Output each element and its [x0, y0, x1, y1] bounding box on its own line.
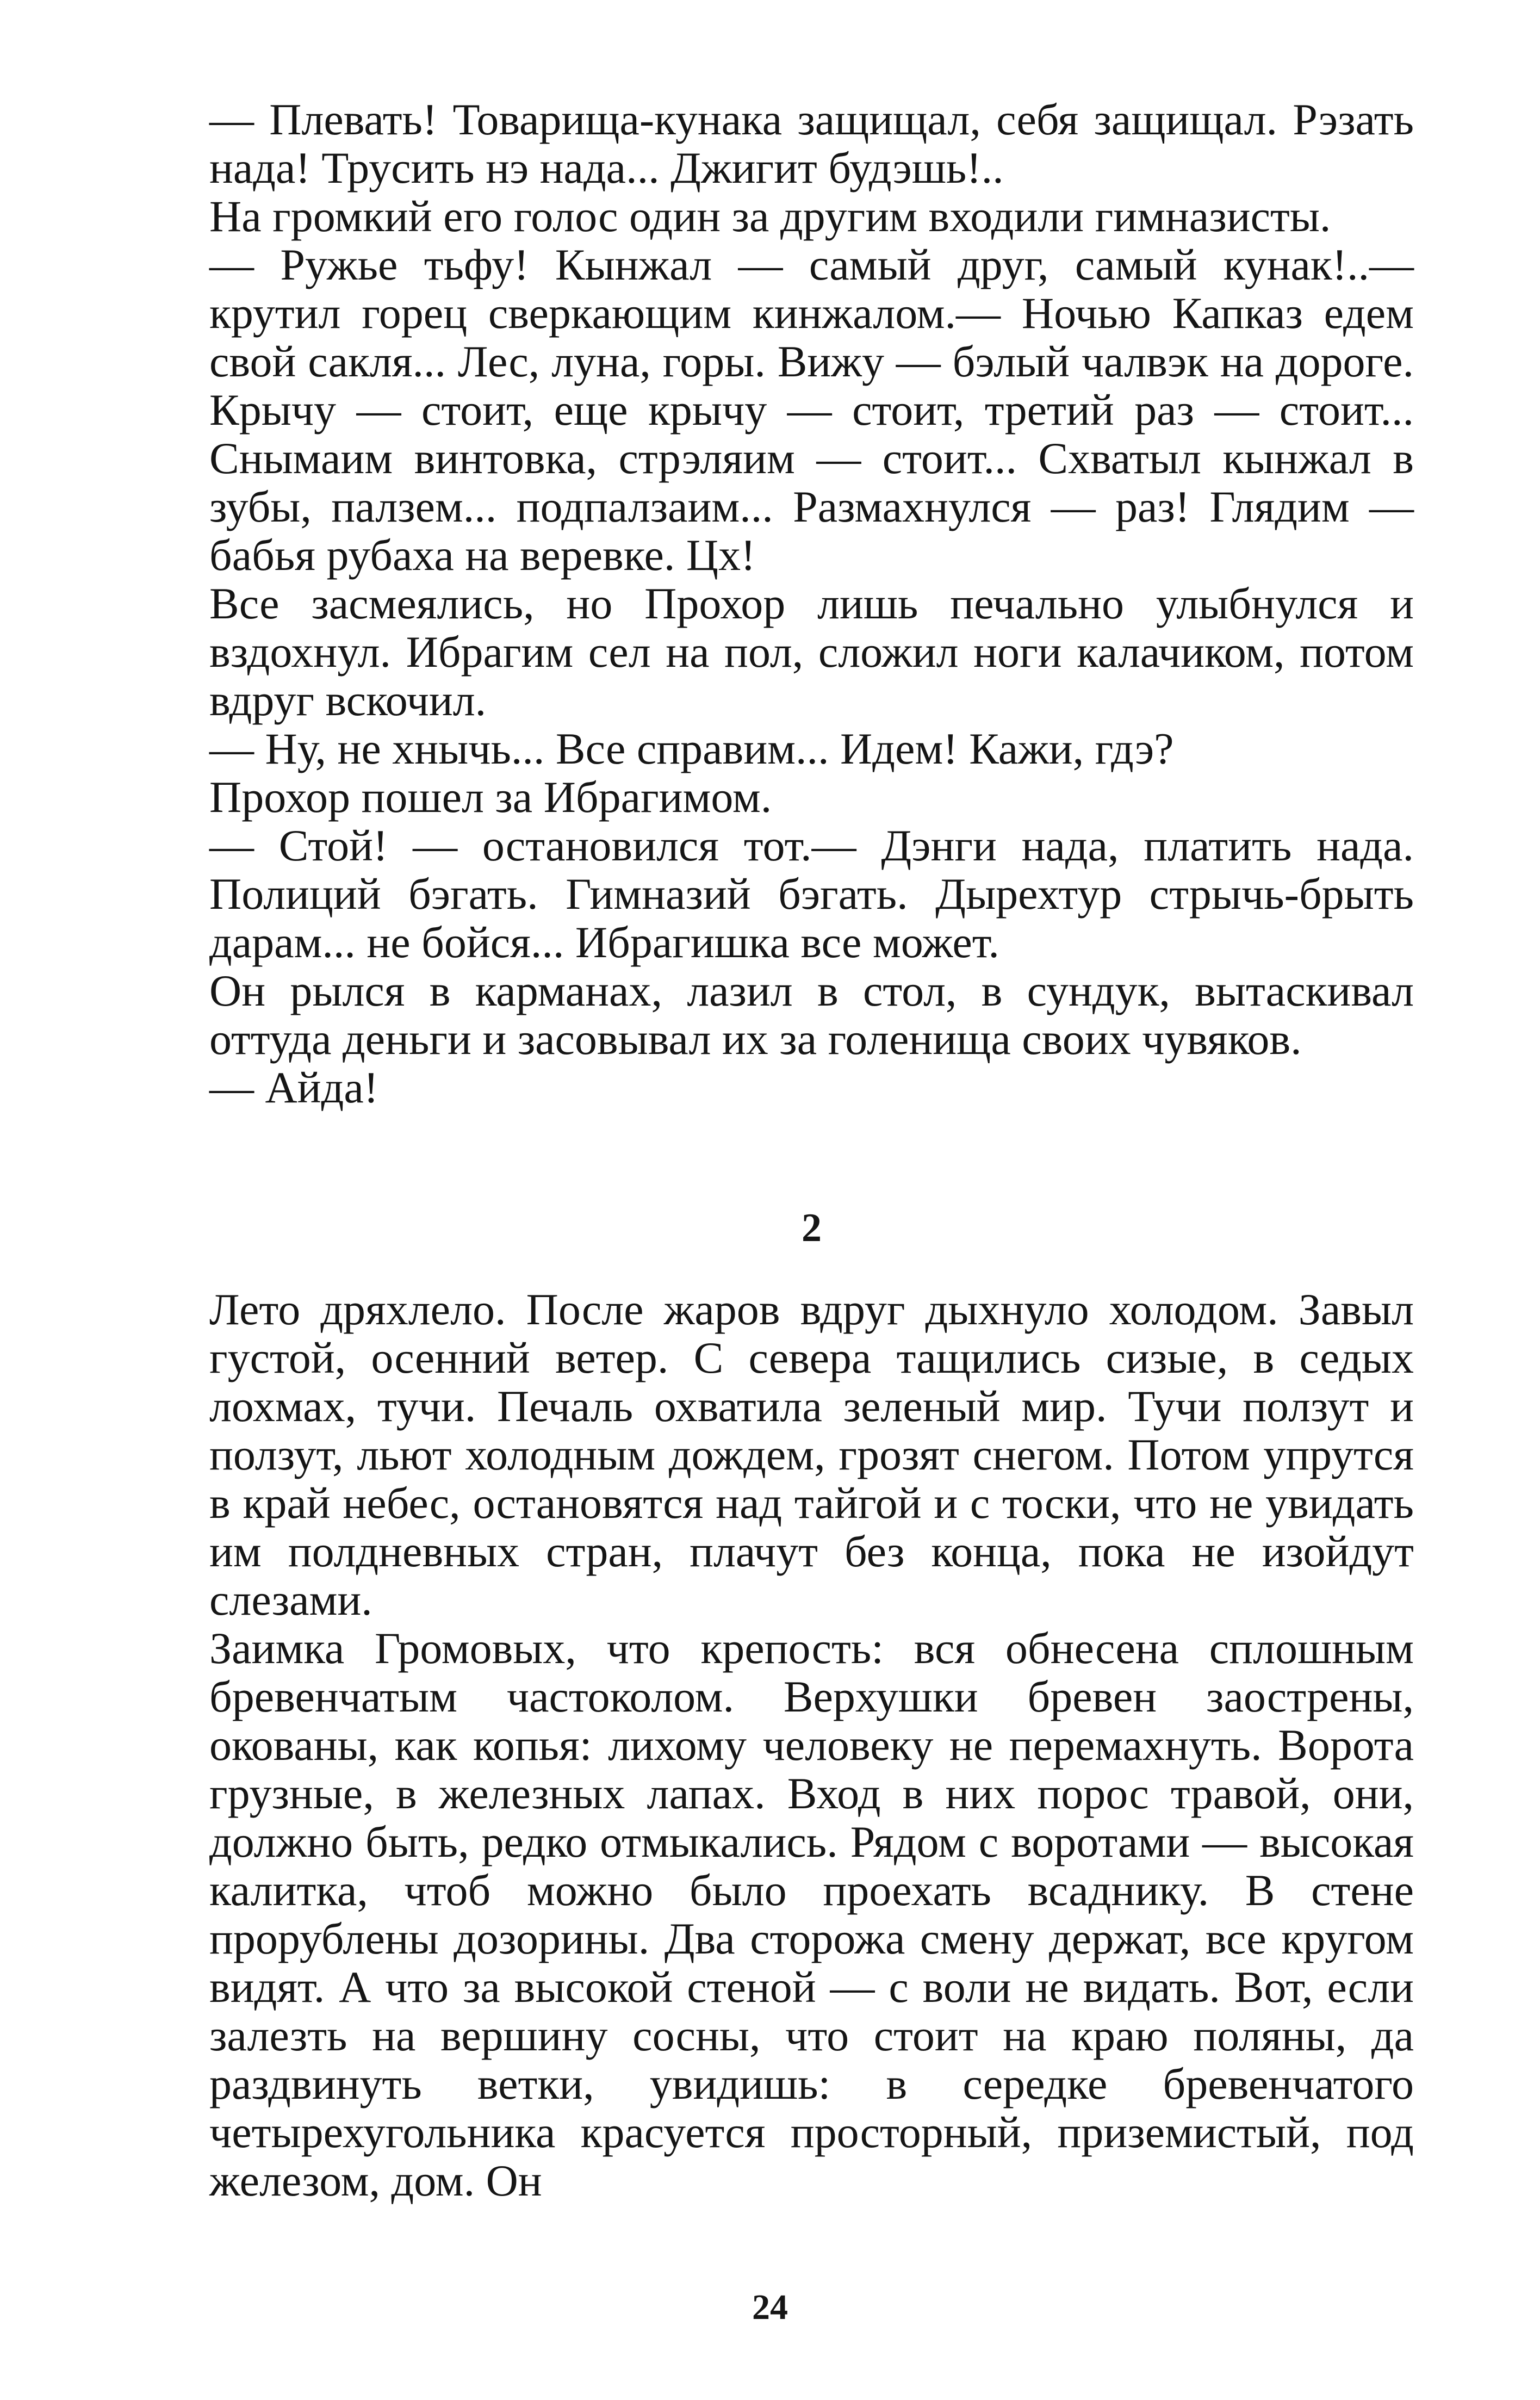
paragraph: — Ружье тьфу! Кынжал — самый друг, самый кунак!..— крутил горец сверкающим кинжалом.— Ночью Капказ едем свой сакля... Лес, луна, горы. Вижу — бэлый чалвэк на дороге. Крычу — стоит, еще крычу — стоит, третий раз — стоит... Снымаим винтовка, стрэляим — стоит... Схватыл кынжал в зубы, палзем... подпалзаим... Размахнулся — раз! Глядим — бабья рубаха на веревке. Цх!	[209, 240, 1414, 580]
paragraph: Заимка Громовых, что крепость: вся обнесена сплошным бревенчатым частоколом. Верхушки бревен заострены, окованы, как копья: лихому человеку не перемахнуть. Ворота грузные, в железных лапах. Вход в них порос травой, они, должно быть, редко отмыкались. Рядом с воротами — высокая калитка, чтоб можно было проехать всаднику. В стене прорублены дозорины. Два сторожа смену держат, все кругом видят. А что за высокой стеной — с воли не видать. Вот, если залезть на вершину сосны, что стоит на краю поляны, да раздвинуть ветки, увидишь: в середке бревенчатого четырехугольника красуется просторный, приземистый, под железом, дом. Он	[209, 1623, 1414, 2205]
paragraph: — Плевать! Товарища-кунака защищал, себя защищал. Рэзать нада! Трусить нэ нада... Джигит будэшь!..	[209, 95, 1414, 193]
paragraph: Он рылся в карманах, лазил в стол, в сундук, вытаскивал оттуда деньги и засовывал их за голенища своих чувяков.	[209, 966, 1414, 1064]
paragraph: — Ну, не хнычь... Все справим... Идем! Кажи, гдэ?	[209, 724, 1174, 773]
paragraph: Все засмеялись, но Прохор лишь печально улыбнулся и вздохнул. Ибрагим сел на пол, сложил ноги калачиком, потом вдруг вскочил.	[209, 579, 1414, 725]
book-page	[209, 95, 1414, 2205]
paragraph: На громкий его голос один за другим входили гимназисты.	[209, 191, 1331, 241]
paragraph: Прохор пошел за Ибрагимом.	[209, 772, 772, 822]
page-number: 24	[752, 2287, 788, 2327]
paragraph: — Стой! — остановился тот.— Дэнги нада, платить нада. Полиций бэгать. Гимназий бэгать. Дырехтур стрычь-брыть дарам... не бойся... Ибрагишка все может.	[209, 821, 1414, 967]
paragraph: — Айда!	[209, 1063, 379, 1112]
chapter-number: 2	[802, 1206, 822, 1250]
paragraph: Лето дряхлело. После жаров вдруг дыхнуло холодом. Завыл густой, осенний ветер. С севера тащились сизые, в седых лохмах, тучи. Печаль охватила зеленый мир. Тучи ползут и ползут, льют холодным дождем, грозят снегом. Потом упрутся в край небес, остановятся над тайгой и с тоски, что не увидать им полдневных стран, плачут без конца, пока не изойдут слезами.	[209, 1285, 1414, 1624]
